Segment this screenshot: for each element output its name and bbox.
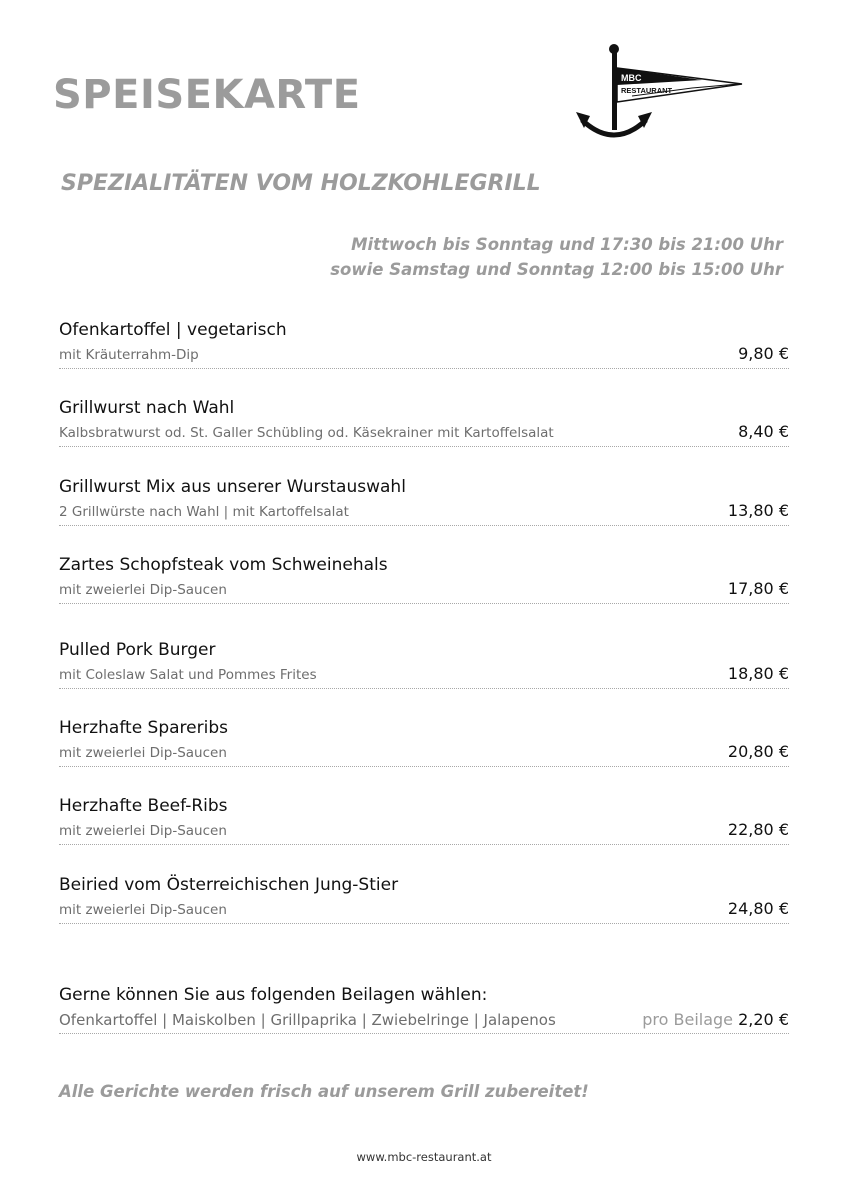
dotted-divider: [59, 525, 789, 526]
anchor-flag-icon: [572, 40, 752, 145]
menu-item: [59, 394, 789, 472]
menu-item-name: Beiried vom Österreichischen Jung-Stier: [59, 874, 399, 895]
menu-item: [59, 316, 789, 394]
menu-item-description: mit zweierlei Dip-Saucen: [59, 582, 227, 599]
menu-item-description: Kalbsbratwurst od. St. Galler Schübling od. Käsekrainer mit Kartoffelsalat: [59, 425, 554, 442]
logo-text-restaurant: RESTAURANT: [621, 86, 673, 95]
dotted-divider: [59, 923, 789, 924]
menu-item-price: 20,80 €: [727, 741, 789, 761]
menu-item-name: Ofenkartoffel | vegetarisch: [59, 320, 287, 340]
menu-item-description: mit Kräuterrahm-Dip: [59, 347, 199, 363]
menu-item-price: 13,80 €: [727, 500, 789, 520]
menu-item-price: 9,80 €: [738, 344, 789, 363]
menu-item-name: Zartes Schopfsteak vom Schweinehals: [59, 555, 388, 576]
menu-item-description: mit Coleslaw Salat und Pommes Frites: [59, 666, 317, 683]
menu-item-price: 17,80 €: [727, 579, 789, 599]
dotted-divider: [59, 766, 789, 767]
footer-note: Alle Gerichte werden frisch auf unserem Grill zubereitet!: [59, 1082, 589, 1101]
menu-item-price: 18,80 €: [727, 663, 789, 683]
menu-item: [59, 871, 789, 949]
menu-list: [59, 316, 789, 949]
side-dishes-price-value: 2,20 €: [738, 1010, 789, 1029]
side-dishes: [59, 985, 789, 1035]
page-title: SPEISEKARTE: [53, 72, 361, 118]
side-dishes-heading: Gerne können Sie aus folgenden Beilagen wählen:: [59, 985, 488, 1005]
opening-hours: [330, 232, 783, 282]
dotted-divider: [59, 446, 789, 447]
menu-item: [59, 636, 789, 714]
menu-item-price: 22,80 €: [727, 820, 789, 840]
dotted-divider: [59, 603, 789, 604]
side-dishes-per-label: pro Beilage: [642, 1010, 734, 1029]
section-title: SPEZIALITÄTEN VOM HOLZKOHLEGRILL: [61, 171, 541, 196]
menu-item: [59, 714, 789, 792]
menu-item-description: mit zweierlei Dip-Saucen: [59, 823, 227, 840]
menu-item-name: Herzhafte Beef-Ribs: [59, 796, 228, 817]
side-dishes-list: Ofenkartoffel | Maiskolben | Grillpaprika | Zwiebelringe | Jalapenos: [59, 1011, 556, 1029]
side-dishes-price: [642, 1010, 789, 1029]
website-link[interactable]: www.mbc-restaurant.at: [356, 1150, 492, 1164]
menu-item-name: Grillwurst Mix aus unserer Wurstauswahl: [59, 476, 406, 497]
logo-text-mbc: MBC: [621, 73, 642, 83]
menu-item-name: Pulled Pork Burger: [59, 639, 216, 660]
opening-hours-line: Mittwoch bis Sonntag und 17:30 bis 21:00 Uhr: [351, 235, 783, 254]
dotted-divider: [59, 368, 789, 369]
dotted-divider: [59, 1033, 789, 1034]
menu-item-price: 24,80 €: [727, 898, 789, 918]
menu-item-description: mit zweierlei Dip-Saucen: [59, 744, 227, 761]
menu-item-name: Grillwurst nach Wahl: [59, 398, 235, 419]
restaurant-logo: [572, 40, 752, 145]
menu-item-description: 2 Grillwürste nach Wahl | mit Kartoffelsalat: [59, 503, 349, 520]
menu-item-description: mit zweierlei Dip-Saucen: [59, 901, 227, 918]
menu-item-price: 8,40 €: [738, 422, 789, 442]
dotted-divider: [59, 688, 789, 689]
dotted-divider: [59, 844, 789, 845]
menu-item: [59, 792, 789, 870]
menu-item: [59, 473, 789, 551]
opening-hours-line: sowie Samstag und Sonntag 12:00 bis 15:00 Uhr: [330, 260, 783, 279]
menu-item: [59, 551, 789, 629]
menu-item-name: Herzhafte Spareribs: [59, 717, 228, 738]
